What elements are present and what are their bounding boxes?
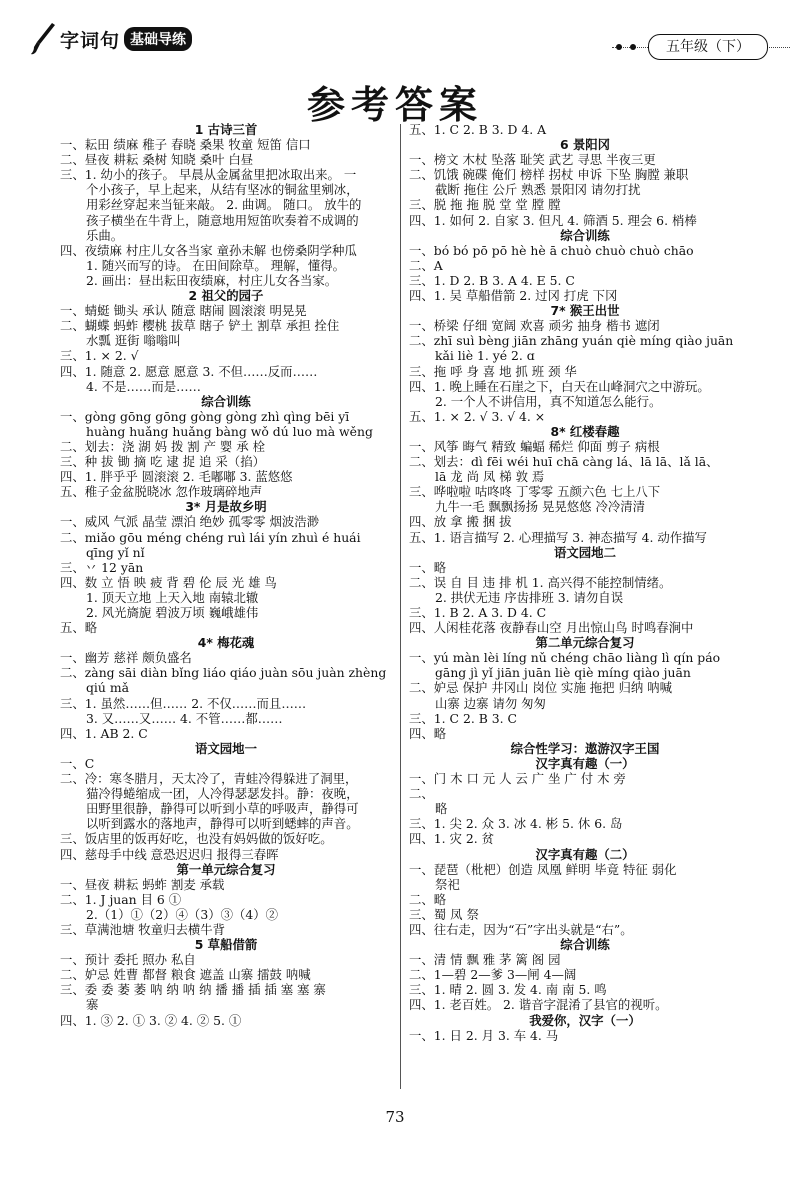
answer-line-continued: 乐曲。 (86, 227, 124, 243)
answer-line-continued: 1. 顶天立地 上天入地 南辕北辙 (86, 589, 259, 605)
answer-line: 一、蜻蜓 锄头 承认 随意 瞎闹 圆滚滚 明晃晃 (60, 303, 307, 319)
section-heading: 综合性学习：遨游汉字王国 (510, 740, 660, 756)
answer-line-continued: 用彩丝穿起来当钲来敲。 2. 曲调。 随口。 放牛的 (86, 197, 362, 213)
section-heading: 语文园地一 (195, 740, 257, 756)
answer-line-continued: 个小孩子，早上起来，从结有坚冰的铜盆里剜冰， (86, 182, 359, 198)
answer-line: 一、gòng gōng gōng gòng gòng zhì qìng bēi yī (60, 408, 350, 424)
answer-line: 三、拖 呼 身 喜 地 抓 班 颈 华 (409, 363, 577, 379)
answer-line-continued: 孩子横坐在牛背上，随意地用短笛吹奏着不成调的 (86, 212, 359, 228)
page-header (0, 0, 790, 70)
answer-line: 五、1. C 2. B 3. D 4. A (409, 122, 547, 137)
answer-line: 五、稚子金盆脱晓冰 忽作玻璃碎地声 (60, 484, 263, 500)
answer-line: 一、门 木 口 元 人 云 广 坐 广 付 木 旁 (409, 771, 626, 787)
section-heading: 4* 梅花魂 (197, 635, 255, 651)
page-number: 73 (385, 1108, 405, 1126)
answer-line: 三、1. D 2. B 3. A 4. E 5. C (409, 272, 575, 288)
answer-line: 一、耘田 绩麻 稚子 春晓 桑果 牧童 短笛 信口 (60, 137, 311, 153)
section-heading: 综合训练 (201, 393, 251, 409)
answer-line: 三、委 委 萎 萎 呐 纳 呐 纳 播 播 插 插 塞 塞 寨 (60, 982, 326, 998)
answer-line: 二、划去：dì fēi wéi huī chā càng lá、lā lā、lǎ lā、 (409, 454, 719, 470)
answer-line: 三、1. 晴 2. 圆 3. 发 4. 南 南 5. 鸣 (409, 982, 607, 998)
answer-line-continued: gāng jì yǐ jiān juān liè qiè míng qiào juān (435, 665, 691, 681)
answer-line: 二、1—碧 2—爹 3—闸 4—阔 (409, 967, 577, 983)
answer-line: 一、威风 气派 晶莹 漂泊 绝妙 孤零零 烟波浩渺 (60, 514, 320, 530)
answer-line: 一、bó bó pō pō hè hè ā chuò chuò chuò chāo (409, 242, 694, 258)
answer-line: 二、昼夜 耕耘 桑树 知晓 桑叶 白昼 (60, 152, 254, 168)
answer-line: 三、脱 拖 拖 脱 堂 堂 膛 膛 (409, 197, 561, 213)
answer-line-continued: lā 龙 尚 凤 梯 敦 焉 (435, 469, 545, 485)
answer-line: 二、冷：寒冬腊月，天太冷了，青蛙冷得躲进了洞里， (60, 771, 358, 787)
answer-line: 一、昼夜 耕耘 蚂蚱 割麦 承载 (60, 876, 225, 892)
section-heading: 8* 红楼春趣 (550, 423, 620, 439)
answer-line: 四、1. 灾 2. 贫 (409, 831, 495, 847)
column-divider (400, 124, 401, 1089)
answer-line-continued: kǎi liè 1. yé 2. ɑ (435, 348, 535, 364)
answer-line: 三、草满池塘 牧童归去横牛背 (60, 921, 226, 937)
answer-line: 一、预计 委托 照办 私自 (60, 952, 196, 968)
answer-line-continued: 2. 画出：昼出耘田夜绩麻，村庄儿女各当家。 (86, 272, 338, 288)
answer-line: 一、C (60, 755, 95, 771)
section-heading: 6 景阳冈 (559, 137, 611, 153)
answer-line: 四、1. 随意 2. 愿意 愿意 3. 不但……反而…… (60, 363, 318, 379)
answer-line: 三、1. 幼小的孩子。 早晨从金属盆里把冰取出来。 一 (60, 167, 357, 183)
answer-line: 四、往右走，因为“石”字出头就是“右”。 (409, 921, 633, 937)
answer-line-continued: 截断 拖住 公斤 熟悉 景阳冈 请勿打扰 (435, 182, 641, 198)
brush-icon (30, 22, 56, 56)
answer-line: 三、1. × 2. √ (60, 348, 139, 364)
answer-line: 一、榜文 木杖 坠落 耻笑 武艺 寻思 半夜三更 (409, 152, 656, 168)
answer-line: 一、yú màn lèi líng nǔ chéng chāo liàng lì qín páo (409, 650, 721, 666)
answer-line: 四、1. 如何 2. 自家 3. 但凡 4. 筛酒 5. 理会 6. 梢棒 (409, 212, 697, 228)
answer-line: 三、丷 12 yān (60, 559, 144, 575)
answer-line: 三、1. 尖 2. 众 3. 冰 4. 彬 5. 休 6. 岛 (409, 816, 623, 832)
section-heading: 7* 猴王出世 (550, 303, 620, 319)
answer-line-continued: 2. 风光旖旎 碧波万顷 巍峨雄伟 (86, 605, 259, 620)
answer-line-continued: 3. 又……又…… 4. 不管……都…… (86, 710, 283, 726)
section-heading: 3* 月是故乡明 (185, 499, 267, 515)
answer-line: 一、清 情 飘 雅 茅 篱 阁 园 (409, 952, 561, 968)
answer-line-continued: 2. 拱伏无违 序齿排班 3. 请勿自误 (435, 589, 624, 605)
answer-line-continued: 祭祀 (435, 876, 460, 892)
answer-line-continued: huàng huǎng huǎng bàng wǒ dú luo mà wěng (86, 423, 373, 439)
answer-line: 四、放 拿 搬 捆 拔 (409, 514, 512, 530)
answer-line: 二、A (409, 257, 443, 273)
answer-line: 五、1. × 2. √ 3. √ 4. × (409, 408, 546, 424)
answer-line: 三、1. C 2. B 3. C (409, 710, 518, 726)
header-dot (630, 44, 636, 50)
brand-logo (30, 24, 192, 54)
answer-line-continued: 山寨 边寨 请勿 匆匆 (435, 695, 546, 711)
answer-line: 四、慈母手中线 意恐迟迟归 报得三春晖 (60, 846, 279, 862)
answer-line: 一、风筝 晦气 精致 蝙蝠 稀烂 仰面 剪子 病根 (409, 438, 660, 454)
answer-line: 二、妒忌 姓曹 都督 粮食 遮盖 山寨 擂鼓 呐喊 (60, 967, 311, 983)
answer-line: 四、略 (409, 725, 447, 741)
section-heading: 第二单元综合复习 (535, 635, 635, 651)
answer-line: 三、蜀 凤 祭 (409, 906, 479, 922)
answer-line-continued: 寨 (86, 997, 99, 1013)
section-heading: 综合训练 (560, 937, 610, 953)
answer-line: 二、略 (409, 891, 447, 907)
answer-line: 四、1. 吴 草船借箭 2. 过冈 打虎 下冈 (409, 288, 618, 304)
answer-line: 二、划去：浇 湖 妈 拨 割 产 婴 承 栓 (60, 438, 265, 454)
answer-line: 二、妒忌 保护 井冈山 岗位 实施 拖把 归纳 呐喊 (409, 680, 672, 696)
answer-line: 二、蝴蝶 蚂蚱 樱桃 拔草 瞎子 铲土 割草 承担 拴住 (60, 318, 340, 334)
answer-line: 三、种 拔 锄 摘 吃 逮 捉 追 采（掐） (60, 454, 265, 470)
answer-line: 一、琵琶（枇杷）创造 凤凰 鲜明 毕竟 特征 弱化 (409, 861, 677, 877)
answer-line-continued: 田野里很静，静得可以听到小草的呼吸声，静得可 (86, 801, 359, 817)
answer-line: 四、1. ③ 2. ① 3. ② 4. ② 5. ① (60, 1012, 242, 1028)
answer-line: 五、1. 语言描写 2. 心理描写 3. 神态描写 4. 动作描写 (409, 529, 707, 545)
answer-line: 四、1. AB 2. C (60, 725, 148, 741)
page-title: 参考答案 (306, 83, 483, 127)
answer-line: 三、1. 虽然……但…… 2. 不仅……而且…… (60, 695, 307, 711)
answer-line: 三、1. B 2. A 3. D 4. C (409, 605, 547, 620)
section-heading: 汉字真有趣（二） (535, 846, 635, 862)
section-heading: 第一单元综合复习 (176, 861, 276, 877)
answer-line-continued: 1. 随兴而写的诗。 在田间除草。 理解，懂得。 (86, 257, 346, 273)
answer-line: 二、饥饿 碗碟 俺们 榜样 拐杖 申诉 下坠 胸膛 兼职 (409, 167, 689, 183)
answer-line: 一、略 (409, 559, 447, 575)
answer-line-continued: 略 (435, 801, 448, 817)
answer-line: 二、miǎo gōu méng chéng ruì lái yín zhuì é huái (60, 529, 361, 545)
answer-line: 二、 (409, 786, 434, 802)
section-heading: 汉字真有趣（一） (535, 755, 635, 771)
answer-line-continued: 猫冷得蜷缩成一团，人冷得瑟瑟发抖。静：夜晚， (86, 786, 359, 802)
answer-line: 四、数 立 悟 映 疲 背 碧 伦 辰 光 雄 鸟 (60, 574, 277, 590)
answer-line: 四、1. 胖乎乎 圆滚滚 2. 毛嘟嘟 3. 蓝悠悠 (60, 469, 293, 485)
header-dot (616, 44, 622, 50)
answer-line: 一、1. 日 2. 月 3. 车 4. 马 (409, 1027, 559, 1043)
grade-label: 五年级（下） (648, 34, 768, 60)
answer-line: 四、夜绩麻 村庄儿女各当家 童孙未解 也傍桑阴学种瓜 (60, 242, 357, 258)
answer-line: 二、zàng sāi diàn bǐng liáo qiáo juàn sōu juàn zhèng (60, 665, 387, 681)
answer-line: 一、幽芳 慈祥 颇负盛名 (60, 650, 192, 666)
answer-column-left (60, 122, 392, 1028)
answer-line: 四、1. 晚上睡在石崖之下，白天在山峰洞穴之中游玩。 (409, 378, 710, 394)
answer-line-continued: 以听到露水的落地声，静得可以听到蟋蟀的声音。 (86, 816, 359, 832)
answer-line: 四、1. 老百姓。 2. 谐音字混淆了县官的视听。 (409, 997, 668, 1013)
answer-line: 四、人闲桂花落 夜静春山空 月出惊山鸟 时鸣春涧中 (409, 620, 694, 636)
answer-column-right (409, 122, 761, 1043)
answer-line-continued: qiú mǎ (86, 680, 129, 696)
answer-line: 一、桥梁 仔细 宽阔 欢喜 顽劣 抽身 楷书 遮闭 (409, 318, 660, 334)
brand-text: 字词句 (60, 29, 121, 52)
answer-line-continued: 2.（1）①（2）④（3）③（4）② (86, 906, 279, 922)
section-heading: 2 祖父的园子 (188, 288, 264, 304)
answer-line-continued: qīng yǐ nǐ (86, 544, 145, 560)
answer-line-continued: 2. 一个人不讲信用，真不知道怎么能行。 (435, 393, 662, 409)
answer-line: 二、zhī suì bèng jiān zhāng yuán qiè míng qiào juān (409, 333, 734, 349)
answer-line: 二、误 自 目 违 排 机 1. 高兴得不能控制情绪。 (409, 574, 672, 590)
answer-line-continued: 4. 不是……而是…… (86, 378, 201, 394)
answer-line: 五、略 (60, 620, 98, 636)
section-heading: 语文园地二 (554, 544, 616, 560)
section-heading: 1 古诗三首 (194, 122, 258, 137)
answer-line-continued: 九牛一毛 飘飘扬扬 晃晃悠悠 冷冷清清 (435, 499, 646, 515)
brand-badge: 基础导练 (124, 27, 192, 51)
section-heading: 综合训练 (560, 227, 610, 243)
section-heading: 我爱你，汉字（一） (529, 1012, 641, 1028)
answer-line: 三、饭店里的饭再好吃，也没有妈妈做的饭好吃。 (60, 831, 333, 847)
answer-line: 二、1. J juan 目 6 ① (60, 891, 182, 907)
section-heading: 5 草船借箭 (194, 937, 258, 953)
answer-line-continued: 水瓢 逛街 嗡嗡叫 (86, 333, 181, 349)
answer-line: 三、哗啦啦 咕咚咚 丁零零 五颜六色 七上八下 (409, 484, 661, 500)
